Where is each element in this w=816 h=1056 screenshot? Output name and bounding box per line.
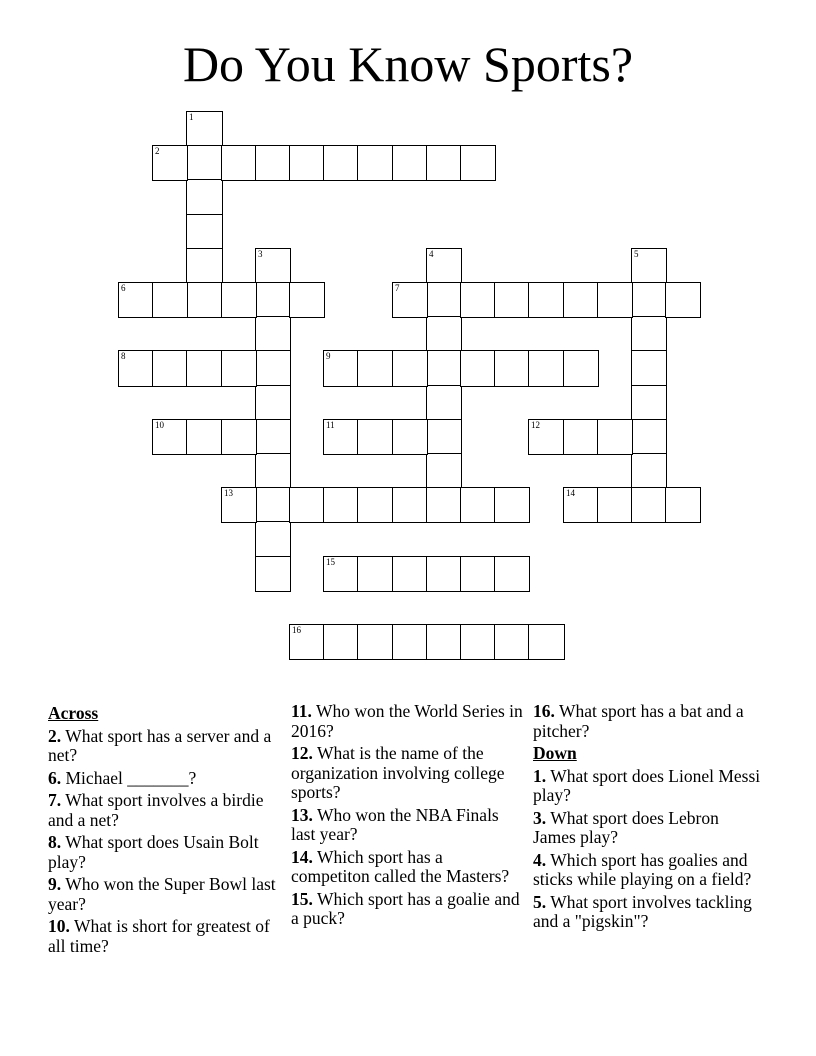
- grid-cell[interactable]: [460, 145, 496, 181]
- grid-cell[interactable]: [597, 419, 633, 455]
- grid-cell[interactable]: [152, 419, 188, 455]
- clue-number: 11.: [291, 701, 312, 721]
- grid-cell[interactable]: [563, 487, 599, 523]
- grid-cell[interactable]: [255, 385, 291, 421]
- grid-cell[interactable]: [631, 350, 667, 387]
- grid-cell[interactable]: [426, 385, 462, 421]
- grid-cell[interactable]: [392, 487, 428, 523]
- clue-across-9: [48, 875, 280, 914]
- clue-number: 16.: [533, 701, 555, 721]
- grid-cell[interactable]: [152, 282, 188, 318]
- grid-cell[interactable]: [289, 487, 325, 523]
- grid-cell[interactable]: [323, 624, 359, 660]
- clue-text: What is short for greatest of all time?: [48, 916, 270, 956]
- grid-cell[interactable]: [186, 145, 223, 181]
- clue-text: What sport has a server and a net?: [48, 725, 272, 765]
- clue-number: 5.: [533, 891, 547, 912]
- grid-cell[interactable]: [186, 214, 223, 250]
- clue-number: 3.: [533, 807, 547, 828]
- clue-text: Which sport has a competiton called the Masters?: [291, 846, 510, 886]
- clue-across-11: [291, 702, 523, 741]
- grid-cell[interactable]: [494, 556, 530, 592]
- clue-down-4: [533, 851, 765, 890]
- grid-cell[interactable]: [597, 487, 633, 523]
- grid-cell[interactable]: [665, 487, 701, 523]
- grid-cell[interactable]: [631, 453, 667, 489]
- grid-cell[interactable]: [221, 419, 257, 455]
- clue-across-7: [48, 791, 280, 830]
- grid-cell[interactable]: [221, 487, 257, 523]
- grid-cell[interactable]: [631, 248, 667, 284]
- clue-across-12: [291, 744, 523, 803]
- grid-cell[interactable]: [392, 350, 428, 387]
- cell-number: 6: [121, 283, 126, 293]
- grid-cell[interactable]: [426, 282, 462, 318]
- grid-cell[interactable]: [289, 282, 325, 318]
- grid-cell[interactable]: [357, 419, 394, 455]
- grid-cell[interactable]: [563, 419, 599, 455]
- grid-cell[interactable]: [357, 350, 394, 387]
- grid-cell[interactable]: [426, 145, 462, 181]
- grid-cell[interactable]: [563, 282, 599, 318]
- grid-cell[interactable]: [118, 282, 154, 318]
- grid-cell[interactable]: [323, 556, 359, 592]
- grid-cell[interactable]: [494, 487, 530, 523]
- grid-cell[interactable]: [255, 453, 291, 489]
- grid-cell[interactable]: [392, 282, 428, 318]
- grid-cell[interactable]: [152, 145, 188, 181]
- clue-number: 6.: [48, 767, 62, 788]
- down-heading: Down: [533, 743, 577, 763]
- clue-text: What is the name of the organization involving college sports?: [291, 743, 505, 802]
- grid-cell[interactable]: [255, 282, 291, 318]
- puzzle-title: Do You Know Sports?: [182, 36, 634, 92]
- grid-cell[interactable]: [186, 419, 223, 455]
- clue-text: What sport does Usain Bolt play?: [48, 832, 259, 872]
- grid-cell[interactable]: [255, 487, 291, 523]
- clue-across-8: [48, 833, 280, 872]
- grid-cell[interactable]: [460, 624, 496, 660]
- grid-cell[interactable]: [426, 556, 462, 592]
- cell-number: 14: [566, 488, 575, 498]
- clue-number: 4.: [533, 849, 547, 870]
- grid-cell[interactable]: [631, 282, 667, 318]
- clue-text: Which sport has a goalie and a puck?: [291, 888, 520, 928]
- clue-text: Who won the NBA Finals last year?: [291, 804, 499, 844]
- grid-cell[interactable]: [426, 419, 462, 455]
- clue-number: 15.: [291, 888, 313, 909]
- grid-cell[interactable]: [221, 145, 257, 181]
- clue-text: Who won the World Series in 2016?: [291, 701, 523, 741]
- clue-down-5: [533, 893, 765, 932]
- grid-cell[interactable]: [460, 350, 496, 387]
- grid-cell[interactable]: [528, 624, 565, 660]
- cell-number: 4: [429, 249, 434, 259]
- grid-cell[interactable]: [392, 624, 428, 660]
- grid-cell[interactable]: [221, 282, 257, 318]
- grid-cell[interactable]: [357, 487, 394, 523]
- grid-cell[interactable]: [460, 556, 496, 592]
- clue-number: 13.: [291, 804, 313, 825]
- clue-down-1: [533, 767, 765, 806]
- cell-number: 7: [395, 283, 400, 293]
- clue-across-16: [533, 702, 765, 741]
- grid-cell[interactable]: [392, 556, 428, 592]
- grid-cell[interactable]: [255, 350, 291, 387]
- grid-cell[interactable]: [426, 350, 462, 387]
- grid-cell[interactable]: [597, 282, 633, 318]
- grid-cell[interactable]: [631, 487, 667, 523]
- clue-across-10: [48, 917, 280, 956]
- grid-cell[interactable]: [357, 624, 394, 660]
- clue-text: What sport has a bat and a pitcher?: [533, 701, 744, 741]
- grid-cell[interactable]: [186, 179, 223, 216]
- grid-cell[interactable]: [494, 282, 530, 318]
- clue-text: What sport involves tackling and a "pigskin"?: [533, 891, 752, 931]
- clue-text: What sport does Lionel Messi play?: [533, 765, 761, 805]
- cell-number: 12: [531, 420, 540, 430]
- grid-cell[interactable]: [255, 521, 291, 558]
- clue-column-1: [48, 702, 280, 959]
- clue-text: Who won the Super Bowl last year?: [48, 874, 276, 914]
- grid-cell[interactable]: [631, 316, 667, 352]
- cell-number: 13: [224, 488, 233, 498]
- clue-number: 9.: [48, 874, 62, 894]
- clue-across-14: [291, 848, 523, 887]
- cell-number: 3: [258, 249, 263, 259]
- cell-number: 15: [326, 557, 335, 567]
- grid-cell[interactable]: [563, 350, 599, 387]
- across-heading: Across: [48, 703, 99, 723]
- clue-across-2: [48, 727, 280, 766]
- clue-number: 10.: [48, 916, 70, 936]
- grid-cell[interactable]: [631, 385, 667, 421]
- grid-cell[interactable]: [289, 145, 325, 181]
- grid-cell[interactable]: [323, 419, 359, 455]
- grid-cell[interactable]: [357, 145, 394, 181]
- grid-cell[interactable]: [221, 350, 257, 387]
- grid-cell[interactable]: [323, 145, 359, 181]
- clue-column-3: [533, 702, 765, 935]
- clue-text: Which sport has goalies and sticks while playing on a field?: [533, 849, 752, 889]
- cell-number: 16: [292, 625, 301, 635]
- grid-cell[interactable]: [528, 282, 565, 318]
- clue-text: What sport does Lebron James play?: [533, 807, 719, 847]
- grid-cell[interactable]: [494, 350, 530, 387]
- cell-number: 2: [155, 146, 160, 156]
- grid-cell[interactable]: [665, 282, 701, 318]
- grid-cell[interactable]: [631, 419, 667, 455]
- clue-number: 12.: [291, 743, 313, 763]
- cell-number: 8: [121, 351, 126, 361]
- clue-across-15: [291, 890, 523, 929]
- clue-text: What sport involves a birdie and a net?: [48, 790, 264, 830]
- grid-cell[interactable]: [426, 624, 462, 660]
- grid-cell[interactable]: [186, 282, 223, 318]
- clue-across-6: [48, 769, 280, 789]
- grid-cell[interactable]: [323, 487, 359, 523]
- clue-column-2: [291, 702, 523, 932]
- grid-cell[interactable]: [152, 350, 188, 387]
- clue-number: 8.: [48, 832, 62, 852]
- grid-cell[interactable]: [255, 248, 291, 284]
- grid-cell[interactable]: [426, 248, 462, 284]
- grid-cell[interactable]: [186, 350, 223, 387]
- clue-number: 7.: [48, 790, 62, 810]
- clue-down-3: [533, 809, 765, 848]
- clue-number: 2.: [48, 725, 62, 746]
- grid-cell[interactable]: [528, 350, 565, 387]
- cell-number: 1: [189, 112, 194, 122]
- clue-text: Michael _______?: [65, 767, 197, 788]
- cell-number: 11: [326, 420, 335, 430]
- grid-cell[interactable]: [528, 419, 565, 455]
- grid-cell[interactable]: [392, 145, 428, 181]
- cell-number: 10: [155, 420, 164, 430]
- grid-cell[interactable]: [460, 282, 496, 318]
- grid-cell[interactable]: [255, 419, 291, 455]
- grid-cell[interactable]: [255, 316, 291, 352]
- grid-cell[interactable]: [118, 350, 154, 387]
- grid-cell[interactable]: [289, 624, 325, 660]
- cell-number: 9: [326, 351, 331, 361]
- grid-cell[interactable]: [255, 145, 291, 181]
- grid-cell[interactable]: [426, 487, 462, 523]
- grid-cell[interactable]: [392, 419, 428, 455]
- cell-number: 5: [634, 249, 639, 259]
- clue-across-13: [291, 806, 523, 845]
- clue-number: 1.: [533, 765, 547, 786]
- clue-number: 14.: [291, 846, 313, 867]
- grid-cell[interactable]: [460, 487, 496, 523]
- grid-cell[interactable]: [494, 624, 530, 660]
- grid-cell[interactable]: [186, 248, 223, 284]
- grid-cell[interactable]: [426, 453, 462, 489]
- grid-cell[interactable]: [186, 111, 223, 147]
- grid-cell[interactable]: [323, 350, 359, 387]
- grid-cell[interactable]: [357, 556, 394, 592]
- grid-cell[interactable]: [255, 556, 291, 592]
- grid-cell[interactable]: [426, 316, 462, 352]
